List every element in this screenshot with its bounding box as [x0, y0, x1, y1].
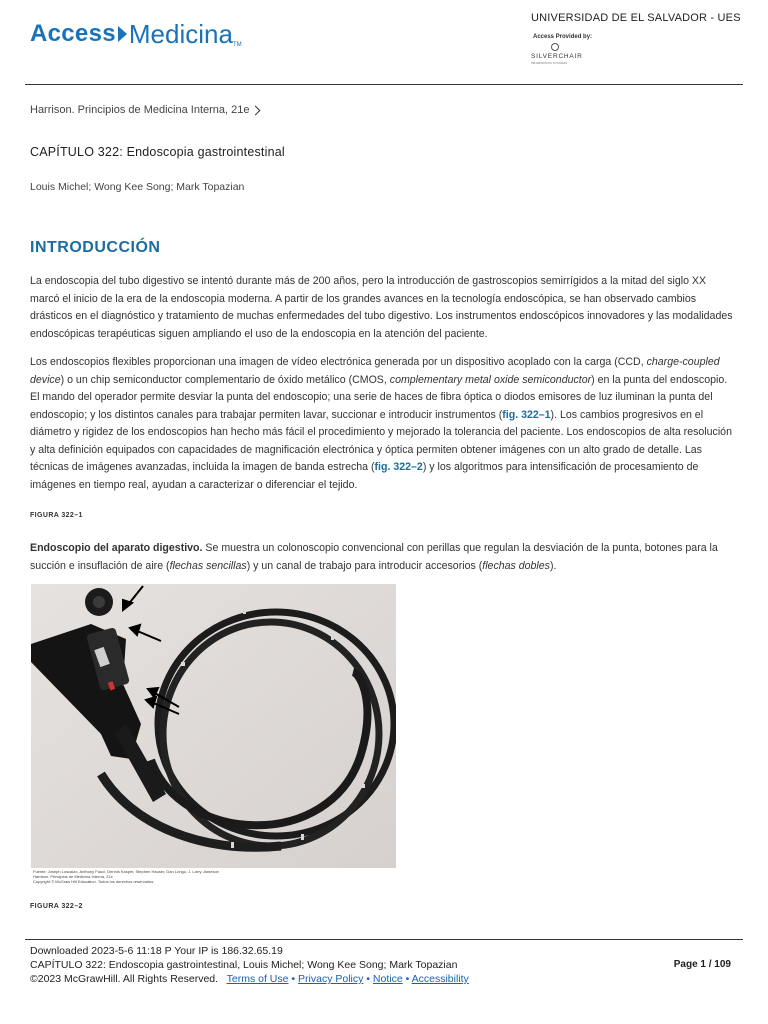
section-heading: INTRODUCCIÓN — [30, 239, 161, 256]
accessmedicina-logo[interactable] — [30, 14, 242, 54]
breadcrumb[interactable] — [30, 104, 259, 116]
logo-access-text: Access — [30, 20, 116, 47]
figure-2-label: FIGURA 322–2 — [30, 903, 83, 910]
chapter-title: CAPÍTULO 322: Endoscopia gastrointestinal — [30, 145, 285, 159]
logo-medicina-text: Medicina — [128, 18, 233, 49]
access-provided-label: Access Provided by: — [533, 34, 593, 40]
page-indicator: Page 1 / 109 — [673, 959, 731, 970]
endoscope-photo[interactable] — [31, 584, 396, 868]
accessibility-link[interactable]: Accessibility — [411, 973, 469, 985]
download-info: Downloaded 2023-5-6 11:18 P Your IP is 186.32.65.19 — [30, 945, 283, 957]
header-divider — [25, 84, 743, 85]
footer-separator: • — [291, 973, 296, 985]
privacy-policy-link[interactable]: Privacy Policy — [298, 973, 364, 985]
chapter-authors: Louis Michel; Wong Kee Song; Mark Topazian — [30, 181, 245, 193]
footer-divider — [25, 939, 743, 940]
figure-322-2-link[interactable]: fig. 322–2 — [374, 461, 423, 473]
citation-text: CAPÍTULO 322: Endoscopia gastrointestinal, Louis Michel; Wong Kee Song; Mark Topazian — [30, 959, 458, 971]
logo-trademark: TM — [232, 42, 242, 48]
terms-of-use-link[interactable]: Terms of Use — [226, 973, 289, 985]
figure-322-1-link[interactable]: fig. 322–1 — [502, 408, 551, 421]
provider-subtitle: INFORMATION SYSTEMS — [531, 61, 567, 65]
institution-name: UNIVERSIDAD DE EL SALVADOR - UES — [531, 12, 741, 24]
figure-1-label: FIGURA 322–1 — [30, 512, 83, 519]
footer-separator: • — [366, 973, 370, 985]
intro-paragraph-2: Los endoscopios flexibles proporcionan una imagen de vídeo electrónica generada por un dispositivo acoplado con la carga (CCD, charge-coupled device) o un chip semiconductor complementario de óxido metálico (CMOS, complementary metal oxide semiconductor) en la punta del endoscopio. El mando del operador permite desviar la punta del endoscopio; una serie de haces de fibra óptica o diodos emisores de luz iluminan la punta del endoscopio; y los distintos canales para trabajar permiten lavar, succionar e introducir instrumentos (fig. 322–1). Los cambios progresivos en el diámetro y rigidez de los endoscopios han hecho más fácil el procedimiento y mejorado la tolerancia del paciente. Los endoscopios de alta resolución y alta definición equipados con capacidades de magnificación electrónica y óptica permiten obtener imágenes con un alto grado de detalle. Las técnicas de imágenes avanzadas, incluida la imagen de banda estrecha (fig. 322–2) y los algoritmos para intensificación de procesamiento de imágenes en tiempo real, ayudan a caracterizar o diferenciar el tejido. — [30, 356, 732, 491]
intro-paragraph-1: La endoscopia del tubo digestivo se intentó durante más de 200 años, pero la introducción de gastroscopios semirrígidos a la mitad del siglo XX marcó el inicio de la era de la endoscopia moderna. A partir de los grandes avances en la tecnología endoscópica, se han observado cambios drásticos en el diagnóstico y tratamiento de muchas enfermedades del tubo digestivo. Los instrumentos endoscópicos innovadores y las modalidades endoscópicas terapéuticas siguen ampliando el uso de la endoscopia en la atención del paciente. — [30, 275, 733, 340]
copyright-text: ©2023 McGrawHill. All Rights Reserved. — [30, 973, 219, 985]
breadcrumb-book-link[interactable]: Harrison. Principios de Medicina Interna, 21e — [30, 104, 250, 116]
footer-links — [30, 973, 469, 985]
figure-1-caption: Endoscopio del aparato digestivo. Se muestra un colonoscopio convencional con perillas que regulan la desviación de la punta, botones para la succión e insuflación de aire (flechas sencillas) y un canal de trabajo para introducir accesorios (flechas dobles). — [30, 542, 718, 572]
footer-separator: • — [405, 973, 410, 985]
provider-name: SILVERCHAIR — [531, 53, 583, 60]
notice-link[interactable]: Notice — [372, 973, 403, 985]
silverchair-logo-icon — [551, 43, 559, 51]
chevron-right-icon — [250, 105, 260, 115]
figure-1-credit: Fuente: Joseph Loscalzo, Anthony Fauci, Dennis Kasper, Stephen Hauser, Dan Longo, J. Larry Jameson Harrison. Principios de Medicina Interna, 21e Copyright © McGraw Hill Education. Todos los derechos reservados. — [33, 869, 219, 884]
logo-arrow-icon — [118, 26, 127, 42]
